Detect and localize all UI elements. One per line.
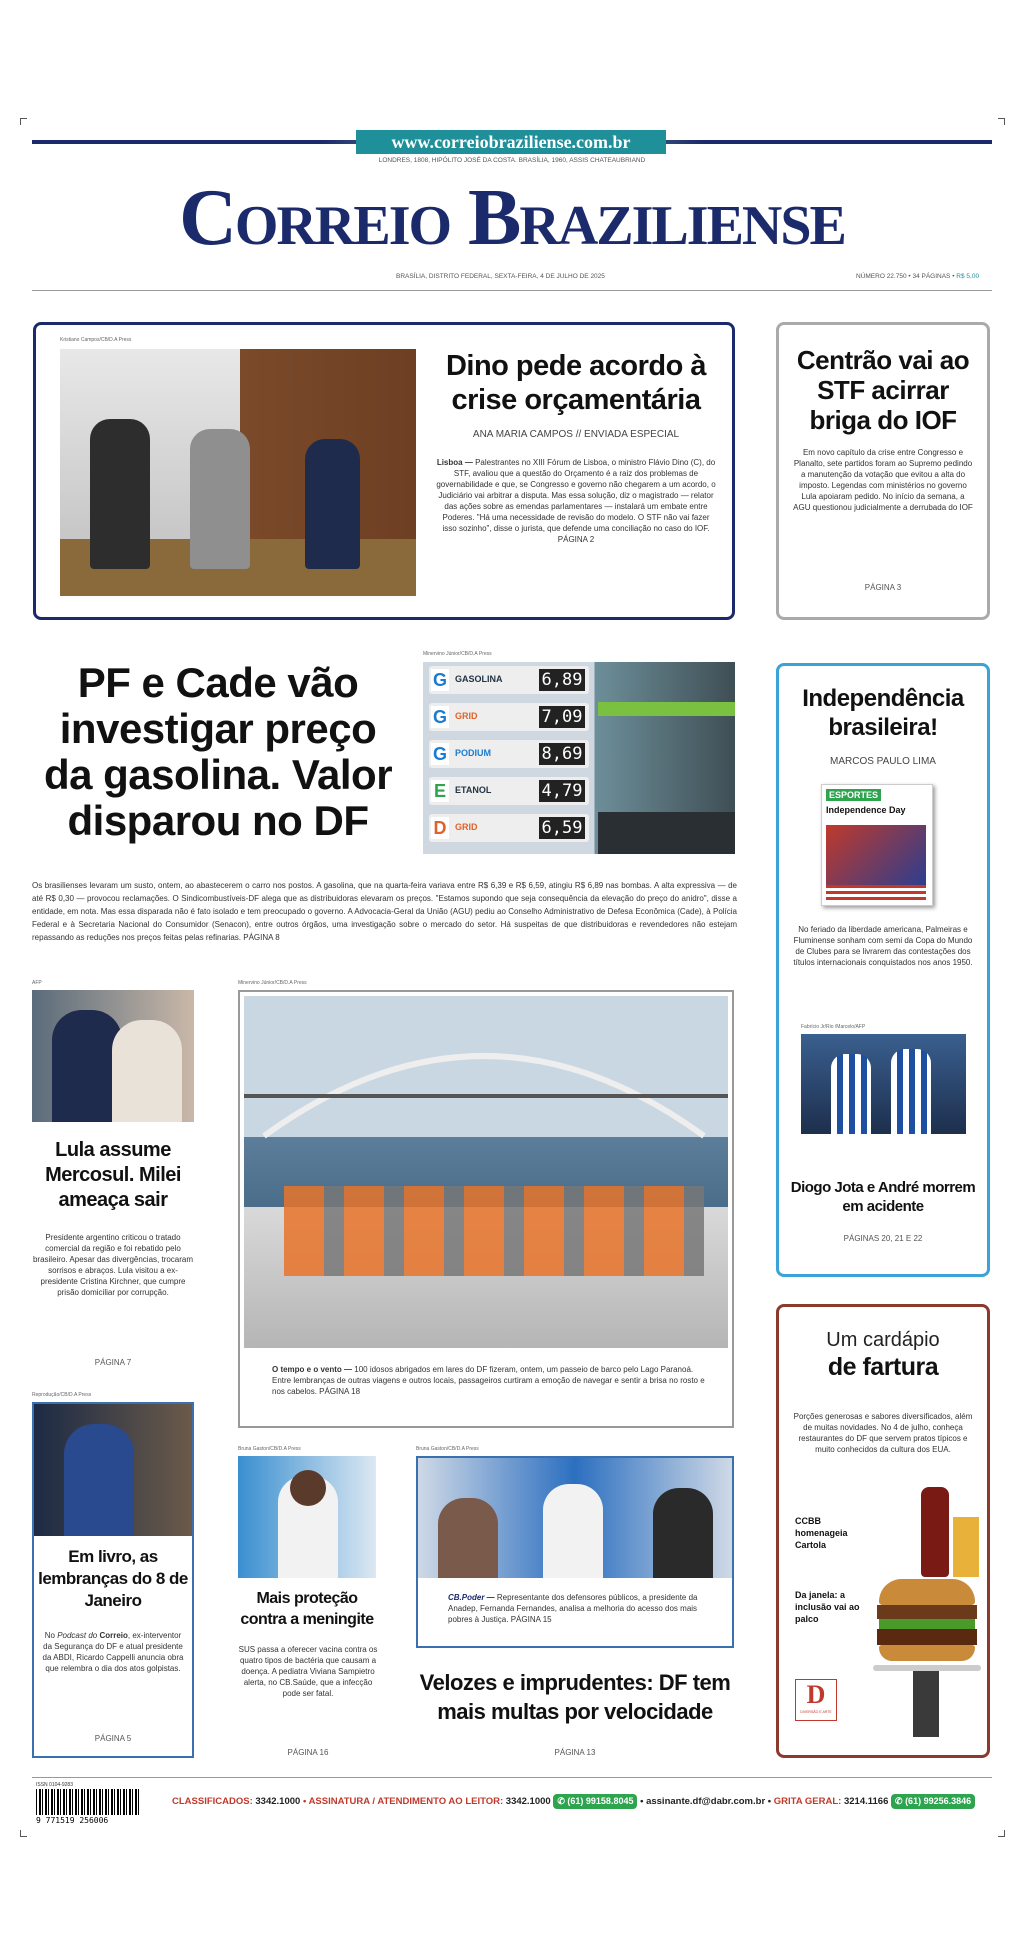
independencia-byline: MARCOS PAULO LIMA [830, 756, 936, 767]
bridge-arches [244, 996, 728, 1348]
classificados-label: CLASSIFICADOS: [172, 1796, 253, 1807]
assinatura-label: • ASSINATURA / ATENDIMENTO AO LEITOR: [302, 1796, 504, 1807]
dino-byline: ANA MARIA CAMPOS // ENVIADA ESPECIAL [472, 429, 680, 440]
footer-rule [32, 1777, 992, 1778]
fuel-price-board [423, 662, 598, 854]
dino-text: Palestrantes no XIII Fórum de Lisboa, o ministro Flávio Dino (C), do STF, avaliou que a questão do Orçamento é a raiz dos problemas de governabilidade e que, se Congresso e governo não chegarem a um acordo, o Judiciário vai arbitrar a disputa. Mas essa solução, diz o magistrado — relator das ações sobre as emendas parlamentares — instalará um embate entre Poderes. "Há uma necessidade de revisão do modelo. O STF não vai fazer isso sozinho", disse o jurista, que defende uma conciliação no caso do IOF. [436, 458, 716, 533]
esportes-sub: Independence Day [826, 805, 906, 815]
edition-number: NÚMERO 22.750 • 34 PÁGINAS • [856, 273, 955, 280]
assinatura-phone[interactable]: 3342.1000 [505, 1796, 551, 1807]
cbpoder-text: Representante dos defensores públicos, a presidente da Anadep, Fernanda Fernandes, analisa a melhoria do acesso dos mais pobres à Justiça. [448, 1593, 698, 1624]
cardapio-note-ccbb[interactable]: CCBB homenageia Cartola [795, 1516, 848, 1550]
multas-page[interactable]: PÁGINA 13 [554, 1748, 596, 1757]
livro-credit: Reprodução/CB/D.A Press [32, 1392, 92, 1398]
esportes-label: ESPORTES [826, 789, 881, 801]
fuel-name: GASOLINA [455, 674, 503, 684]
dino-page[interactable]: PÁGINA 2 [557, 535, 595, 544]
multas-headline[interactable]: Velozes e imprudentes: DF tem mais multas por velocidade [419, 1670, 731, 1724]
tempo-lead: O tempo e o vento — [272, 1365, 353, 1374]
fuel-price: 7,09 [539, 706, 585, 728]
jota-headline[interactable]: Diogo Jota e André morrem em acidente [790, 1179, 976, 1215]
centrao-body: Em novo capítulo da crise entre Congresso e Planalto, sete partidos foram ao Supremo pedindo a manutenção da votação que evitou a alta do imposto. Legendas com ministérios no governo Lula apoiaram pedido. No início da semana, a AGU questionou judicialmente a derrubada do IOF [793, 448, 973, 512]
masthead-title: Correio Braziliense [179, 174, 845, 262]
tempo-caption [272, 1364, 712, 1397]
edition-price: R$ 5,00 [956, 273, 980, 280]
story-centrao[interactable] [776, 322, 990, 620]
dino-photo[interactable] [60, 349, 416, 596]
lula-headline[interactable]: Lula assume Mercosul. Milei ameaça sair [45, 1139, 181, 1211]
fuel-name: GRID [455, 822, 478, 832]
dino-lead: Lisboa — [436, 458, 473, 467]
lula-body: Presidente argentino criticou o tratado comercial da região e foi rebatido pelo brasileiro. Apesar das divergências, trocaram sorrisos e abraços. Lula visitou a ex-presidente Cristina Kirchner, que cumpre prisão domiciliar por corrupção. [32, 1233, 194, 1297]
independencia-headline[interactable]: Independência brasileira! [802, 685, 964, 741]
whatsapp-button-2[interactable] [891, 1794, 975, 1809]
logo-sub: DIVERSÃO E ARTE [800, 1710, 832, 1714]
fuel-row [429, 777, 589, 805]
fuel-price: 6,59 [539, 817, 585, 839]
story-cardapio[interactable] [776, 1304, 990, 1758]
gasolina-credit: Minervino Júnior/CB/D.A Press [423, 651, 492, 657]
story-cbpoder[interactable] [416, 1456, 734, 1648]
fuel-price: 6,89 [539, 669, 585, 691]
cbpoder-credit: Bruna Gaston/CB/D.A Press [416, 1446, 479, 1452]
cbpoder-page[interactable]: PÁGINA 15 [510, 1615, 552, 1624]
crop-mark [20, 1830, 27, 1837]
livro-text-strong: Correio [99, 1631, 128, 1640]
livro-text: , ex-interventor da Segurança do DF e atual presidente da ABDI, Ricardo Cappelli anuncia obra que relembra o dia dos atos golpistas. [42, 1631, 184, 1673]
cbpoder-photo[interactable] [418, 1458, 732, 1578]
livro-body [40, 1630, 186, 1674]
logo-letter: D [806, 1680, 826, 1709]
fuel-price: 8,69 [539, 743, 585, 765]
lula-credit: AFP [32, 980, 42, 986]
fuel-letter: E [431, 780, 449, 802]
masthead-dateline: BRASÍLIA, DISTRITO FEDERAL, SEXTA-FEIRA, 4 DE JULHO DE 2025 [396, 273, 605, 280]
livro-text-pre: No [44, 1631, 55, 1640]
grita-geral-phone[interactable]: 3214.1166 [843, 1796, 889, 1807]
fuel-letter: G [432, 744, 447, 764]
barcode-issn: ISSN 0104-9283 [36, 1782, 73, 1788]
classificados-phone[interactable]: 3342.1000 [255, 1796, 301, 1807]
tempo-page[interactable]: PÁGINA 18 [319, 1387, 361, 1396]
meningite-credit: Bruna Gaston/CB/D.A Press [238, 1446, 301, 1452]
fuel-row [429, 740, 589, 768]
diversao-arte-logo [795, 1679, 837, 1721]
grita-geral-label: GRITA GERAL: [773, 1796, 842, 1807]
fuel-price: 4,79 [539, 780, 585, 802]
tempo-credit: Minervino Júnior/CB/D.A Press [238, 980, 307, 986]
barcode-digits: 9 771519 256006 [36, 1816, 109, 1825]
cardapio-kicker: Um cardápio [826, 1329, 940, 1351]
meningite-headline[interactable]: Mais proteção contra a meningite [240, 1590, 374, 1628]
footer-contacts [172, 1794, 992, 1809]
livro-headline[interactable]: Em livro, as lembranças do 8 de Janeiro [38, 1547, 188, 1610]
story-livro[interactable] [32, 1402, 194, 1758]
story-independencia[interactable] [776, 663, 990, 1277]
gasolina-body [32, 879, 737, 944]
lula-page[interactable]: PÁGINA 7 [94, 1358, 132, 1367]
fuel-letter: G [432, 707, 447, 727]
livro-page[interactable]: PÁGINA 5 [94, 1734, 132, 1743]
assinante-email[interactable]: • assinante.df@dabr.com.br • [640, 1796, 772, 1807]
masthead-founders: LONDRES, 1808, HIPÓLITO JOSÉ DA COSTA. BRASÍLIA, 1960, ASSIS CHATEAUBRIAND [378, 157, 646, 164]
cardapio-headline[interactable]: de fartura [827, 1353, 939, 1381]
meningite-photo[interactable] [238, 1456, 376, 1578]
fuel-name: GRID [455, 711, 478, 721]
story-tempo[interactable] [238, 990, 734, 1428]
dino-body [436, 457, 716, 545]
cardapio-note-janela[interactable]: Da janela: a inclusão vai ao palco [795, 1590, 860, 1624]
jota-photo[interactable] [801, 1034, 966, 1134]
fuel-letter: D [431, 817, 449, 839]
fuel-row [429, 666, 589, 694]
independencia-credit: Fabrício Jr/Rio /Marcelo/AFP [801, 1024, 866, 1030]
livro-text-em: Podcast do [57, 1631, 98, 1640]
photo-credit: Kristiano Campos/CB/D.A Press [60, 337, 132, 343]
burger-illustration [873, 1487, 983, 1737]
fuel-row [429, 703, 589, 731]
gasolina-page[interactable]: PÁGINA 8 [243, 933, 280, 942]
independencia-page[interactable]: PÁGINAS 20, 21 E 22 [843, 1234, 923, 1243]
esportes-thumbnail[interactable] [821, 784, 933, 906]
fuel-row [429, 814, 589, 842]
meningite-body: SUS passa a oferecer vacina contra os quatro tipos de bactéria que causam a doença. A pediatra Viviana Sampietro alerta, no CB.Saúde, que a infecção pode ser fatal. [238, 1645, 378, 1698]
crop-mark [998, 1830, 1005, 1837]
dino-headline[interactable]: Dino pede acordo à crise orçamentária [445, 350, 707, 416]
lula-photo[interactable] [32, 990, 194, 1122]
livro-photo[interactable] [34, 1404, 192, 1536]
fuel-name: PODIUM [455, 748, 491, 758]
masthead-url[interactable]: www.correiobraziliense.com.br [356, 130, 666, 154]
barcode [36, 1782, 140, 1826]
cardapio-body: Porções generosas e sabores diversificados, além de muitas novidades. No 4 de julho, conheça restaurantes do DF que servem pratos típicos e muito conhecidos da cultura dos EUA. [793, 1412, 973, 1454]
crop-mark [998, 118, 1005, 125]
whatsapp-button-1[interactable] [553, 1794, 637, 1809]
cbpoder-lead: CB.Poder — [448, 1593, 495, 1602]
story-dino[interactable] [33, 322, 735, 620]
gasolina-text: Os brasilienses levaram um susto, ontem, ao abastecerem o carro nos postos. A gasolina, que na quarta-feira variava entre R$ 6,39 e R$ 6,59, atingiu R$ 6,89 nas bombas. A alta expressiva — de até R$ 0,30 — provocou reclamações. O Sindicombustíveis-DF alega que as distribuidoras elevaram os preços. "Estamos supondo que seja consequência da elevação do preço do anidro", disse a entidade, em nota. Mas essa disparada não é fato isolado e tem preocupado o governo. A Advocacia-Geral da União (AGU) pediu ao Conselho Administrativo de Defesa Econômica (Cade), à Polícia Federal e à Secretaria Nacional do Consumidor (Senacon), entre outros órgãos, uma investigação sobre o mercado do setor. Há suspeitas de que distribuidoras e revendedores não estejam repassando as reduções nos preços feitas pelas refinarias. [32, 881, 737, 942]
centrao-page[interactable]: PÁGINA 3 [864, 583, 902, 592]
tempo-text: 100 idosos abrigados em lares do DF fizeram, ontem, um passeio de barco pelo Lago Paranoá. Entre lembranças de outras viagens e outros locais, passageiros curtiram a emoção de navegar e sentir a brisa no rosto e nos cabelos. [272, 1365, 705, 1396]
gasolina-headline[interactable]: PF e Cade vão investigar preço da gasolina. Valor disparou no DF [43, 659, 393, 844]
masthead-edition [856, 273, 979, 280]
tempo-photo[interactable] [244, 996, 728, 1348]
fuel-letter: G [432, 670, 447, 690]
independencia-body: No feriado da liberdade americana, Palmeiras e Fluminense sonham com semi da Copa do Mundo de Clubes para se livrarem das contestações dos títulos internacionais conquistados nos anos 1950. [793, 925, 973, 967]
masthead-rule [32, 290, 992, 291]
whatsapp-number-2: (61) 99256.3846 [905, 1796, 972, 1806]
fuel-name: ETANOL [455, 785, 492, 795]
whatsapp-icon: ✆ [557, 1796, 565, 1806]
meningite-page[interactable]: PÁGINA 16 [287, 1748, 329, 1757]
centrao-headline[interactable]: Centrão vai ao STF acirrar briga do IOF [796, 345, 970, 435]
whatsapp-number-1: (61) 99158.8045 [567, 1796, 634, 1806]
crop-mark [20, 118, 27, 125]
whatsapp-icon: ✆ [895, 1796, 903, 1806]
cbpoder-caption [448, 1592, 718, 1625]
